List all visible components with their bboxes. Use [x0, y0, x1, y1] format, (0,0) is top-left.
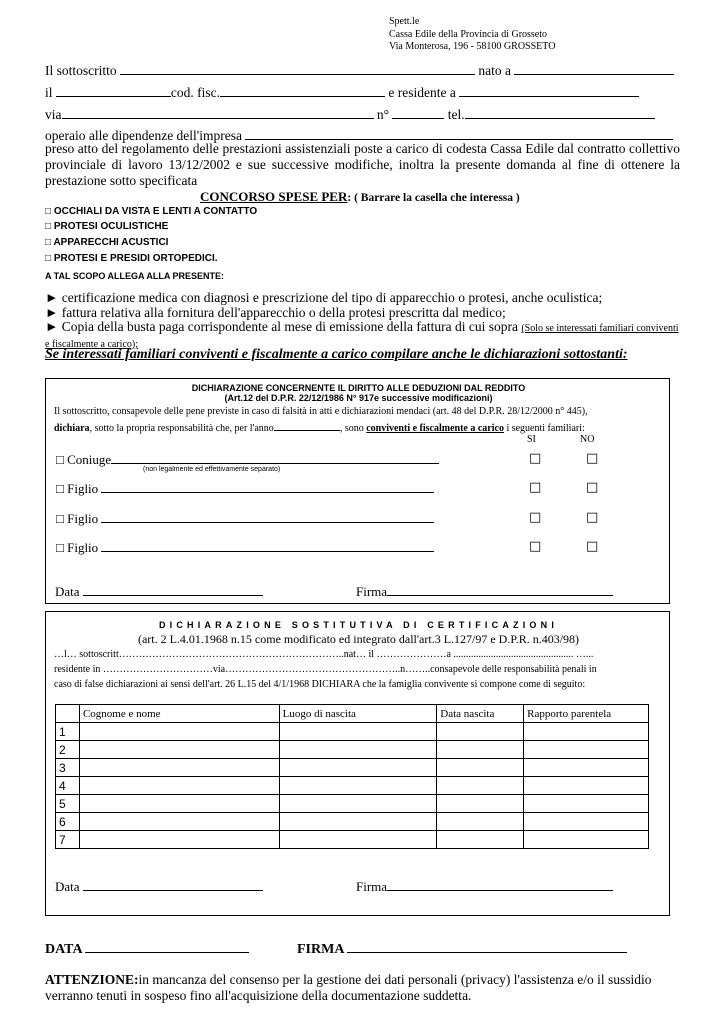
column-no: NO — [580, 434, 595, 445]
sostitutiva-subtitle: (art. 2 L.4.01.1968 n.15 come modificato ed integrato dall'art.3 L.127/97 e D.P.R. n.403/98) — [137, 632, 580, 646]
cell-data-nascita[interactable] — [437, 831, 524, 849]
deduzioni-text2b: , sono — [339, 423, 364, 434]
footer-firma — [297, 940, 627, 958]
field-figlio-1[interactable] — [101, 480, 434, 493]
attenzione-text1: in mancanza del consenso per la gestione dei dati personali (privacy) l'assistenza e/o il sussidio — [138, 972, 652, 987]
field-figlio-3[interactable] — [101, 539, 434, 552]
cell-cognome-nome[interactable] — [79, 759, 279, 777]
table-row — [56, 741, 649, 759]
field-residente-a[interactable] — [459, 84, 639, 97]
header-cognome-nome: Cognome e nome — [79, 705, 279, 723]
recipient-block — [389, 16, 555, 54]
deduzioni-text2c: i seguenti familiari: — [506, 423, 585, 434]
cell-data-nascita[interactable] — [437, 723, 524, 741]
field-data-nascita[interactable] — [56, 84, 171, 97]
figlio-2-si-checkbox[interactable]: □ — [529, 510, 542, 525]
table-row — [56, 831, 649, 849]
figlio-3-no-checkbox[interactable]: □ — [586, 539, 599, 554]
field-sostitutiva-firma[interactable] — [387, 878, 613, 891]
field-tel[interactable] — [465, 106, 655, 119]
cell-rapporto-parentela[interactable] — [524, 759, 649, 777]
row-figlio-3 — [56, 539, 434, 556]
sostitutiva-firma — [356, 878, 613, 895]
cell-rapporto-parentela[interactable] — [524, 741, 649, 759]
cell-rapporto-parentela[interactable] — [524, 813, 649, 831]
field-deduzioni-data[interactable] — [83, 583, 263, 596]
label-cod-fisc: cod. fisc. — [170, 85, 220, 100]
column-si: SI — [527, 434, 536, 445]
field-figlio-2[interactable] — [101, 510, 434, 523]
row-figlio-2 — [56, 510, 434, 527]
figlio-1-no-checkbox[interactable]: □ — [586, 480, 599, 495]
attachment-busta-paga-note: (Solo se interessati familiari conviventi e fiscalmente a carico); — [45, 323, 679, 350]
field-via[interactable] — [62, 106, 374, 119]
sostitutiva-firma-label: Firma — [356, 879, 388, 894]
field-deduzioni-firma[interactable] — [387, 583, 613, 596]
coniuge-si-checkbox[interactable]: □ — [529, 451, 542, 466]
cell-rapporto-parentela[interactable] — [524, 723, 649, 741]
row-figlio-3-label[interactable]: □ Figlio — [56, 540, 99, 555]
header-data-nascita: Data nascita — [437, 705, 524, 723]
table-row — [56, 813, 649, 831]
attachment-fattura: ► fattura relativa alla fornitura dell'apparecchio o della protesi prescritta dal medico; — [45, 305, 506, 320]
allega-title: A TAL SCOPO ALLEGA ALLA PRESENTE: — [45, 271, 225, 281]
option-protesi-ortopediche[interactable]: □ PROTESI E PRESIDI ORTOPEDICI. — [45, 253, 218, 264]
deduzioni-firma-label: Firma — [356, 584, 388, 599]
deduzioni-box — [45, 378, 670, 604]
cell-luogo-nascita[interactable] — [279, 813, 437, 831]
cell-luogo-nascita[interactable] — [279, 723, 437, 741]
cell-rapporto-parentela[interactable] — [524, 831, 649, 849]
cell-rapporto-parentela[interactable] — [524, 777, 649, 795]
footer-data-label: DATA — [45, 942, 82, 957]
label-sottoscritto: Il sottoscritto — [45, 63, 117, 78]
cell-luogo-nascita[interactable] — [279, 831, 437, 849]
sostitutiva-line2[interactable]: residente in ……………………………via……………………………………………..n……..consapevole delle responsabilità penali in — [54, 664, 597, 675]
field-anno[interactable] — [274, 421, 340, 431]
figlio-2-no-checkbox[interactable]: □ — [586, 510, 599, 525]
row-number: 1 — [56, 723, 80, 741]
field-coniuge[interactable] — [111, 451, 439, 464]
table-row — [56, 795, 649, 813]
recipient-name: Cassa Edile della Provincia di Grosseto — [389, 28, 548, 40]
cell-data-nascita[interactable] — [437, 759, 524, 777]
famiglia-table — [55, 704, 649, 849]
cell-cognome-nome[interactable] — [79, 813, 279, 831]
deduzioni-text2 — [54, 421, 585, 434]
row-figlio-1 — [56, 480, 434, 497]
header-rapporto-parentela: Rapporto parentela — [524, 705, 649, 723]
table-row — [56, 777, 649, 795]
concorso-note: : ( Barrare la casella che interessa ) — [347, 192, 520, 204]
sostitutiva-data-label: Data — [55, 879, 80, 894]
table-row — [56, 723, 649, 741]
field-cod-fisc[interactable] — [220, 84, 385, 97]
line-sottoscritto — [45, 62, 674, 79]
deduzioni-data-label: Data — [55, 584, 80, 599]
attachment-busta-paga-text: ► Copia della busta paga corrispondente al mese di emissione della fattura di cui sopra — [45, 319, 518, 334]
footer-data — [45, 940, 249, 958]
row-number: 2 — [56, 741, 80, 759]
sostitutiva-line3: caso di false dichiarazioni ai sensi dell'art. 26 L.15 del 4/1/1968 DICHIARA che la famiglia convivente si compone come di seguito: — [54, 679, 586, 690]
coniuge-note: (non legalmente ed effettivamente separato) — [143, 466, 281, 473]
row-figlio-1-label[interactable]: □ Figlio — [56, 481, 99, 496]
row-coniuge-label[interactable]: □ Coniuge — [56, 452, 112, 467]
cell-cognome-nome[interactable] — [79, 795, 279, 813]
row-figlio-2-label[interactable]: □ Figlio — [56, 511, 99, 526]
cell-cognome-nome[interactable] — [79, 723, 279, 741]
cell-luogo-nascita[interactable] — [279, 777, 437, 795]
attenzione-text2: verranno tenuti in sospeso fino all'acquisizione della documentazione suddetta. — [45, 988, 472, 1003]
familiari-heading: Se interessati familiari conviventi e fiscalmente a carico compilare anche le dichiarazioni sottostanti: — [45, 347, 628, 362]
sostitutiva-title: DICHIARAZIONE SOSTITUTIVA DI CERTIFICAZIONI — [158, 620, 559, 630]
table-row — [56, 759, 649, 777]
header-number — [56, 705, 80, 723]
row-number: 7 — [56, 831, 80, 849]
recipient-spett: Spett.le — [389, 16, 420, 27]
field-nato-a[interactable] — [514, 62, 674, 75]
line-il — [45, 84, 639, 101]
sostitutiva-data — [55, 878, 263, 895]
footer-firma-label: FIRMA — [297, 942, 344, 957]
cell-luogo-nascita[interactable] — [279, 759, 437, 777]
field-sottoscritto[interactable] — [120, 62, 475, 75]
label-numero: n° — [376, 107, 390, 122]
option-apparecchi-acustici[interactable]: □ APPARECCHI ACUSTICI — [45, 237, 169, 248]
cell-luogo-nascita[interactable] — [279, 795, 437, 813]
field-sostitutiva-data[interactable] — [83, 878, 263, 891]
deduzioni-text2a: , sotto la propria responsabilità che, per l'anno — [89, 423, 274, 434]
field-numero[interactable] — [392, 106, 444, 119]
header-luogo-nascita: Luogo di nascita — [279, 705, 437, 723]
cell-data-nascita[interactable] — [437, 795, 524, 813]
cell-data-nascita[interactable] — [437, 741, 524, 759]
cell-rapporto-parentela[interactable] — [524, 795, 649, 813]
label-il: il — [45, 85, 53, 100]
coniuge-no-checkbox[interactable]: □ — [586, 451, 599, 466]
option-occhiali[interactable]: □ OCCHIALI DA VISTA E LENTI A CONTATTO — [45, 206, 258, 217]
attenzione-line1 — [45, 972, 652, 988]
famiglia-header-row — [56, 705, 649, 723]
sostitutiva-line1[interactable]: …l… sottoscritt…………………………………………………………..nat… il …………………a ................................................ …... — [54, 649, 594, 660]
field-impresa[interactable] — [245, 127, 673, 140]
line-via — [45, 106, 655, 123]
row-number: 5 — [56, 795, 80, 813]
row-number: 6 — [56, 813, 80, 831]
label-operaio: operaio alle dipendenze dell'impresa — [45, 128, 242, 143]
attachment-certificazione: ► certificazione medica con diagnosi e prescrizione del tipo di apparecchio o protesi, anche oculistica; — [45, 290, 603, 305]
cell-data-nascita[interactable] — [437, 813, 524, 831]
conviventi-label: conviventi e fiscalmente a carico — [366, 423, 504, 434]
concorso-heading — [200, 188, 520, 207]
cell-luogo-nascita[interactable] — [279, 741, 437, 759]
label-via: via — [45, 107, 62, 122]
intro-paragraph: preso atto del regolamento delle prestazioni assistenziali poste a carico di codesta Cassa Edile dal contratto collettivo provinciale di lavoro 13/12/2002 e sue successive modifiche, inoltra la presente domanda al fine di ottenere la prestazione sotto specificata — [45, 141, 680, 188]
label-residente-a: e residente a — [388, 85, 456, 100]
field-footer-data[interactable] — [85, 940, 249, 953]
cell-cognome-nome[interactable] — [79, 741, 279, 759]
label-tel: tel. — [447, 107, 465, 122]
deduzioni-data — [55, 583, 263, 600]
label-nato-a: nato a — [478, 63, 511, 78]
deduzioni-subtitle: (Art.12 del D.P.R. 22/12/1986 N° 917e successive modificazioni) — [224, 393, 493, 403]
cell-data-nascita[interactable] — [437, 777, 524, 795]
row-number: 4 — [56, 777, 80, 795]
dichiara-word: dichiara — [54, 423, 90, 434]
figlio-3-si-checkbox[interactable]: □ — [529, 539, 542, 554]
attenzione-label: ATTENZIONE: — [45, 972, 139, 987]
cell-cognome-nome[interactable] — [79, 831, 279, 849]
option-protesi-oculistiche[interactable]: □ PROTESI OCULISTICHE — [45, 221, 169, 232]
recipient-address: Via Monterosa, 196 - 58100 GROSSETO — [389, 41, 556, 52]
cell-cognome-nome[interactable] — [79, 777, 279, 795]
deduzioni-text1: Il sottoscritto, consapevole delle pene previste in caso di falsità in atti e dichiarazioni mendaci (art. 48 del D.P.R. 28/12/2000 n° 445), — [54, 406, 588, 417]
figlio-1-si-checkbox[interactable]: □ — [529, 480, 542, 495]
deduzioni-firma — [356, 583, 613, 600]
concorso-title: CONCORSO SPESE PER — [200, 189, 348, 204]
deduzioni-title: DICHIARAZIONE CONCERNENTE IL DIRITTO ALLE DEDUZIONI DAL REDDITO — [191, 383, 526, 393]
row-number: 3 — [56, 759, 80, 777]
attenzione-note — [45, 972, 652, 1004]
field-footer-firma[interactable] — [347, 940, 627, 953]
